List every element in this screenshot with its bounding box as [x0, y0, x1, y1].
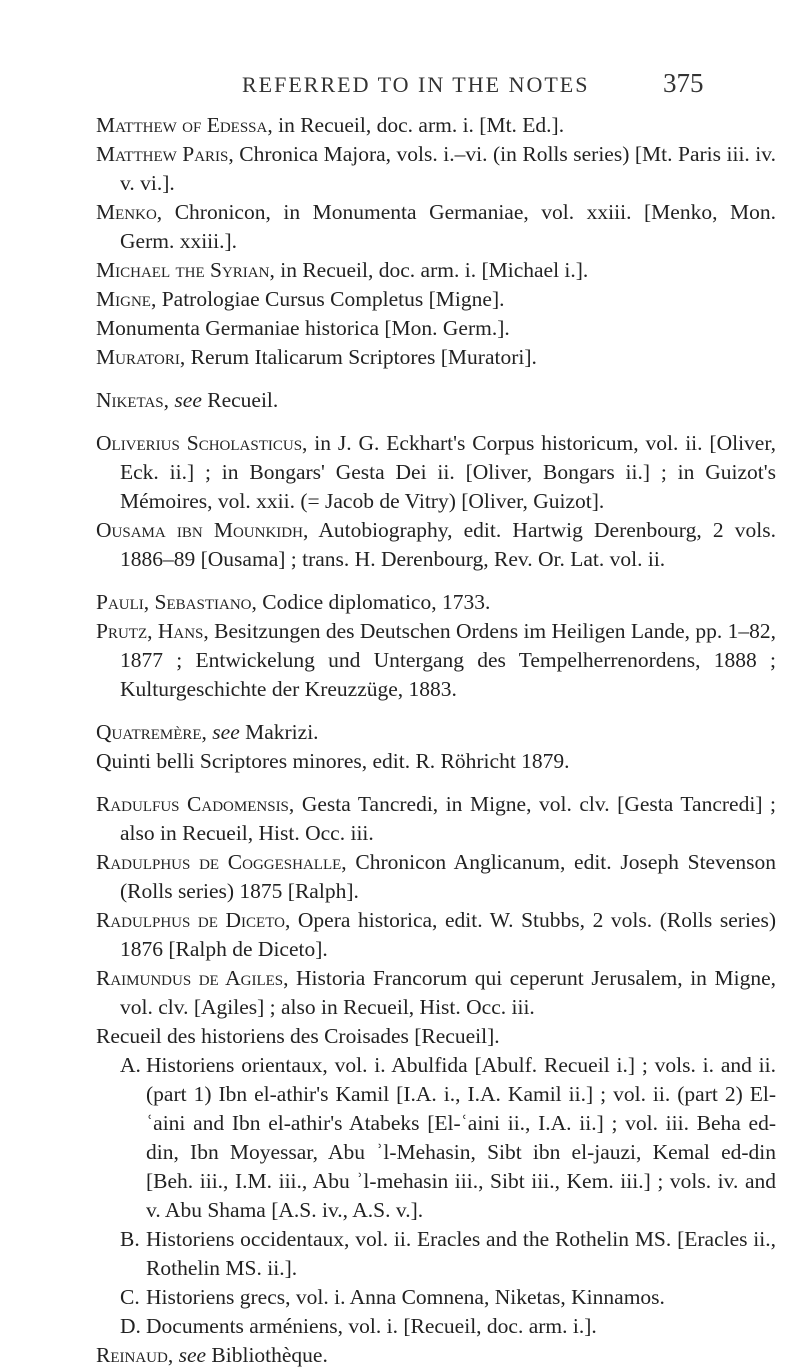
running-title: REFERRED TO IN THE NOTES — [242, 72, 590, 97]
entry-text: Makrizi. — [245, 720, 319, 744]
author-name: Pauli, Sebastiano — [96, 590, 252, 614]
bibliography-entry: Quatremère, see Makrizi. — [96, 720, 319, 744]
author-name: Menko — [96, 200, 157, 224]
author-name: Radulphus de Diceto — [96, 908, 285, 932]
author-name: Reinaud — [96, 1343, 168, 1367]
bibliography-entry — [96, 617, 776, 704]
entry-text: Monumenta Germaniae historica [Mon. Germ.]. — [96, 316, 510, 340]
entry-text: , in Recueil, doc. arm. i. [Mt. Ed.]. — [267, 113, 565, 137]
bibliography-entry — [96, 790, 776, 848]
bibliography-entry — [96, 314, 776, 343]
author-name: Niketas — [96, 388, 164, 412]
bibliography-entry — [96, 343, 776, 372]
bibliography-entry — [96, 906, 776, 964]
entry-text: Recueil. — [207, 388, 279, 412]
see-reference: see — [178, 1343, 207, 1367]
see-reference: see — [212, 720, 240, 744]
entry-text: , in J. G. Eckhart's Corpus historicum, vol. ii. [Oliver, Eck. ii.] ; in Bongars' Gesta Dei ii. [Oliver, Bongars ii.] ; in Guizot's Mémoires, vol. xxii. (= Jacob de Vitry) [Oliver, Guizot]. — [120, 431, 777, 513]
bibliography-entry: Niketas, see Recueil. — [96, 388, 279, 412]
bibliography-entry: Reinaud, see Bibliothèque. — [96, 1343, 328, 1367]
author-name: Raimundus de Agiles — [96, 966, 284, 990]
author-name: Oliverius Scholasticus — [96, 431, 303, 455]
subentry-letter: B. — [120, 1227, 140, 1251]
entry-text: , Chronicon, in Monumenta Germaniae, vol. xxiii. [Menko, Mon. Germ. xxiii.]. — [120, 200, 776, 253]
bibliography-entry — [96, 747, 776, 776]
entry-text: , Chronicon Anglicanum, edit. Joseph Stevenson (Rolls series) 1875 [Ralph]. — [120, 850, 777, 903]
recueil-subentry — [96, 1051, 776, 1225]
recueil-subentry — [96, 1312, 776, 1341]
bibliography-entry — [96, 848, 776, 906]
entry-text: , Besitzungen des Deutschen Ordens im Heiligen Lande, pp. 1–82, 1877 ; Entwickelung und Untergang des Tempelherrenordens, 1888 ; Kulturgeschichte der Kreuzzüge, 1883. — [120, 619, 777, 701]
author-name: Migne — [96, 287, 151, 311]
bibliography-list — [96, 111, 776, 1370]
subentry-text: Historiens orientaux, vol. i. Abulfida [Abulf. Recueil i.] ; vols. i. and ii. (part 1) Ibn el-athir's Kamil [I.A. i., I.A. Kamil ii.] ; vol. ii. (part 2) El-ʿaini and Ibn el-athir's Atabeks [El-ʿaini ii., I.A. ii.] ; vol. iii. Beha ed-din, Ibn Moyessar, Abu ʾl-Mehasin, Sibt ibn el-jauzi, Kemal ed-din [Beh. iii., I.M. iii., Abu ʾl-mehasin iii., Sibt iii., Kem. iii.] ; vols. iv. and v. Abu Shama [A.S. iv., A.S. v.]. — [146, 1053, 776, 1222]
bibliography-entry — [96, 429, 776, 516]
bibliography-entry — [96, 1022, 776, 1051]
recueil-subentry — [96, 1225, 776, 1283]
subentry-text: Historiens grecs, vol. i. Anna Comnena, Niketas, Kinnamos. — [146, 1285, 665, 1309]
subentry-letter: A. — [120, 1053, 141, 1077]
subentry-letter: C. — [120, 1285, 140, 1309]
entry-text: Recueil des historiens des Croisades [Recueil]. — [96, 1024, 500, 1048]
recueil-subentry — [96, 1283, 776, 1312]
subentry-text: Documents arméniens, vol. i. [Recueil, doc. arm. i.]. — [146, 1314, 597, 1338]
author-name: Quatremère — [96, 720, 202, 744]
entry-text: , Gesta Tancredi, in Migne, vol. clv. [Gesta Tancredi] ; also in Recueil, Hist. Occ. iii. — [120, 792, 776, 845]
bibliography-entry — [96, 198, 776, 256]
entry-text: , Patrologiae Cursus Completus [Migne]. — [150, 287, 505, 311]
entry-text: , Chronica Majora, vols. i.–vi. (in Rolls series) [Mt. Paris iii. iv. v. vi.]. — [120, 142, 776, 195]
bibliography-entry — [96, 140, 776, 198]
entry-text: , Historia Francorum qui ceperunt Jerusalem, in Migne, vol. clv. [Agiles] ; also in Recueil, Hist. Occ. iii. — [120, 966, 776, 1019]
author-name: Radulfus Cadomensis — [96, 792, 289, 816]
author-name: Michael the Syrian — [96, 258, 270, 282]
bibliography-entry — [96, 256, 776, 285]
entry-text: , in Recueil, doc. arm. i. [Michael i.]. — [269, 258, 589, 282]
author-name: Matthew Paris — [96, 142, 229, 166]
page-number: 375 — [663, 68, 704, 98]
author-name: Ousama ibn Mounkidh — [96, 518, 303, 542]
subentry-letter: D. — [120, 1314, 141, 1338]
entry-text: Bibliothèque. — [211, 1343, 328, 1367]
bibliography-entry — [96, 964, 776, 1022]
entry-text: , Autobiography, edit. Hartwig Derenbourg, 2 vols. 1886–89 [Ousama] ; trans. H. Derenbourg, Rev. Or. Lat. vol. ii. — [120, 518, 776, 571]
subentry-text: Historiens occidentaux, vol. ii. Eracles and the Rothelin MS. [Eracles ii., Rothelin MS. ii.]. — [146, 1227, 776, 1280]
bibliography-entry — [96, 588, 776, 617]
author-name: Radulphus de Coggeshalle — [96, 850, 342, 874]
author-name: Prutz, Hans — [96, 619, 204, 643]
see-reference: see — [174, 388, 202, 412]
bibliography-entry — [96, 516, 776, 574]
entry-text: , Opera historica, edit. W. Stubbs, 2 vols. (Rolls series) 1876 [Ralph de Diceto]. — [120, 908, 776, 961]
bibliography-entry — [96, 285, 776, 314]
entry-text: , Codice diplomatico, 1733. — [251, 590, 491, 614]
bibliography-entry — [96, 111, 776, 140]
entry-text: Quinti belli Scriptores minores, edit. R. Röhricht 1879. — [96, 749, 570, 773]
author-name: Muratori — [96, 345, 180, 369]
author-name: Matthew of Edessa — [96, 113, 268, 137]
entry-text: , Rerum Italicarum Scriptores [Muratori]. — [179, 345, 537, 369]
